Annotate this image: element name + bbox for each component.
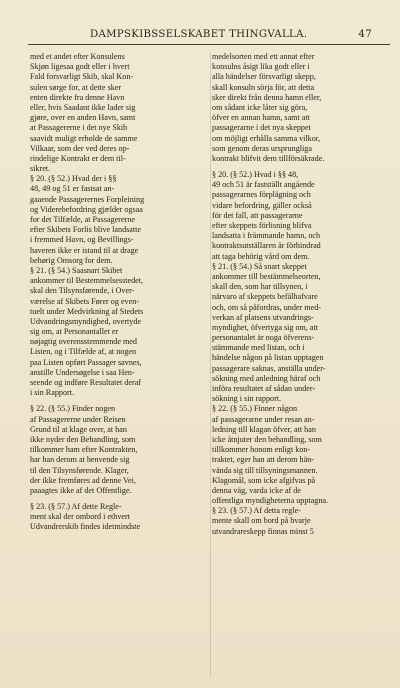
text-line: Vilkaar, som der ved deres op-	[30, 143, 130, 153]
text-line: medelsorten med ett annat efter	[212, 52, 315, 61]
text-line: nøjagtig overensstemmende med	[30, 337, 137, 347]
text-line: anstille Undersøgelse i saa Hen-	[30, 367, 135, 377]
text-line: efter Skibets Forlis blive landsatte	[30, 225, 142, 235]
text-line: sikret.	[30, 164, 51, 174]
text-line: sig om, at Personantallet er	[30, 327, 119, 337]
text-line: kontrakt blifvit dem tillförsäkrade.	[212, 153, 325, 163]
text-line: och, om så påfordras, under med-	[212, 302, 321, 312]
page-number: 47	[358, 29, 372, 40]
text-line: § 22. (§ 55.) Finder nogen	[30, 404, 116, 414]
text-line: stämmande med listan, och i	[212, 343, 305, 353]
text-line: rindelige Kontrakt er dem til-	[30, 153, 126, 163]
text-line: § 23. (§ 57.) Af dette Regle-	[30, 502, 122, 512]
text-line: myndighet, öfvertyga sig om, att	[212, 322, 319, 332]
text-line: denna väg, varda icke af de	[212, 485, 301, 495]
text-line: efter skeppets förlisning blifva	[212, 221, 312, 230]
text-line: utvandrareskepp finnas minst 5	[212, 526, 314, 536]
text-line: passagerarne i det nya skeppet	[212, 123, 311, 133]
text-line: personantalet är noga öfverens-	[212, 333, 315, 343]
text-line: vidare befordring, gäller också	[212, 200, 312, 210]
text-line: traktet, eger han att derom hän-	[212, 455, 314, 465]
text-line: skall den, som har tillsynen, i	[212, 282, 308, 292]
text-line: vända sig till tillsyningsmannen.	[212, 465, 318, 475]
text-line: i sin Rapport.	[30, 388, 75, 398]
text-line: att taga behörig vård om dem.	[212, 251, 310, 261]
text-line: ment skal der ombord i ethvert	[30, 512, 130, 522]
text-line: ikke nyder den Behandling, som	[30, 434, 136, 444]
text-line: för det fall, att passagerarne	[212, 210, 303, 220]
danish-text-column	[30, 52, 210, 533]
text-line: landsatta i främmande hamn, och	[212, 231, 321, 241]
text-line: kontraktsutställaren är förhindrad	[212, 241, 321, 251]
text-line: af passagerarne under resan an-	[212, 414, 315, 424]
text-line: Klagomål, som icke afgifvas på	[212, 475, 316, 485]
text-line: sker direkt från denna hamn eller,	[212, 92, 322, 102]
text-line: ledning till klagan öfver, att han	[212, 424, 316, 434]
text-line: Listen, og i Tilfælde af, at nogen	[30, 347, 137, 357]
text-line: skall konsuln sörja för, att detta	[212, 82, 315, 92]
text-line: og Viderebefordring gjælder ogsaa	[30, 204, 143, 214]
text-line: icke åtnjuter den behandling, som	[212, 434, 322, 444]
text-line: Grund til at klage over, at han	[30, 424, 127, 434]
text-line: paa Listen opført Passager savnes,	[30, 357, 142, 367]
text-line: enten direkte fra denne Havn	[30, 92, 125, 102]
text-line: sökning i sin rapport.	[212, 394, 282, 404]
text-line: § 21. (§ 54.) Så snart skeppet	[212, 261, 307, 271]
text-line: af Passagererne under Reisen	[30, 414, 126, 424]
text-line: om sådant icke låter sig göra,	[212, 102, 308, 112]
text-line: ankommer till bestämmelseorten,	[212, 271, 321, 281]
text-line: § 21. (§ 54.) Saasnart Skibet	[30, 265, 123, 275]
column-divider	[210, 52, 211, 678]
text-line: skal den Tilsynsførende, i Over-	[30, 286, 135, 296]
text-line: som genom deras ursprungliga	[212, 143, 312, 153]
text-line: værelse af Skibets Fører og even-	[30, 296, 139, 306]
text-line: öfver en annan hamn, samt att	[212, 113, 310, 123]
text-line: om möjligt erhålla samma vilkor,	[212, 133, 321, 143]
text-line: sökning med anledning häraf och	[212, 373, 321, 383]
text-line: tilkommer ham efter Kontrakten,	[30, 445, 138, 455]
text-line: der ikke fremføres ad denne Vei,	[30, 475, 136, 485]
text-line: sulen sørge for, at dette sker	[30, 82, 122, 92]
text-line: § 20. (§ 52.) Hvad der i §§	[30, 174, 117, 184]
running-header	[28, 28, 390, 45]
text-line: til den Tilsynsførende. Klager,	[30, 465, 129, 475]
text-line: gjøre, over en anden Havn, samt	[30, 113, 136, 123]
text-line: § 20. (§ 52.) Hvad i §§ 48,	[212, 170, 299, 180]
text-line: tillkommer honom enligt kon-	[212, 445, 311, 455]
text-line: med et andet efter Konsulens	[30, 52, 125, 61]
text-line: Fald forsvarligt Skib, skal Kon-	[30, 72, 134, 82]
text-line: gaaende Passagerernes Forpleining	[30, 194, 145, 204]
text-line: passagerarnes förplägning och	[212, 190, 311, 200]
text-line: § 23. (§ 57.) Af detta regle-	[212, 506, 301, 516]
text-line: Udvandrerskib findes idetmindste	[30, 522, 141, 532]
text-line: tuelt under Medvirkning af Stedets	[30, 306, 144, 316]
text-line: behørig Omsorg for dem.	[30, 255, 113, 265]
text-line: saavidt muligt erholde de samme	[30, 133, 138, 143]
text-line: händelse någon på listan upptagen	[212, 353, 324, 363]
text-line: införa resultatet af sådan under-	[212, 384, 316, 393]
text-line: konsulns åsigt lika godt eller i	[212, 62, 310, 72]
text-line: närvaro af skeppets befälhafvare	[212, 292, 318, 302]
text-line: 48, 49 og 51 er fastsat an-	[30, 184, 115, 194]
running-title: DAMPSKIBSSELSKABET THINGVALLA.	[90, 29, 308, 40]
text-line: at Passagererne i det nye Skib	[30, 123, 128, 133]
text-line: ankommer til Bestemmelsesstedet,	[30, 276, 144, 286]
text-line: for det Tilfælde, at Passagererne	[30, 215, 135, 224]
text-line: § 22. (§ 55.) Finner någon	[212, 404, 298, 414]
text-line: alla händelser försvarligt skepp,	[212, 72, 316, 82]
text-line: seende og indføre Resultatet deraf	[30, 378, 141, 387]
text-line: passagerare saknas, anställa under-	[212, 363, 326, 373]
text-line: paaagtes ikke af det Offentlige.	[30, 485, 132, 495]
text-line: har han derom at henvende sig	[30, 455, 130, 465]
swedish-text-column	[212, 52, 390, 537]
text-line: verkan af platsens utvandrings-	[212, 312, 314, 322]
text-line: mente skall om bord på hvarje	[212, 516, 311, 526]
text-line: offentliga myndigheterna upptagna.	[212, 496, 329, 506]
text-line: Udvandringsmyndighed, overtyde	[30, 316, 142, 326]
text-line: i fremmed Havn, og Bevillings-	[30, 235, 134, 245]
text-line: Skjøn ligesaa godt eller i hvert	[30, 62, 130, 72]
text-line: 49 och 51 är fastställt angående	[212, 180, 315, 190]
text-line: eller, hvis Saadant ikke lader sig	[30, 102, 136, 112]
text-line: haveren ikke er istand til at drage	[30, 245, 139, 255]
